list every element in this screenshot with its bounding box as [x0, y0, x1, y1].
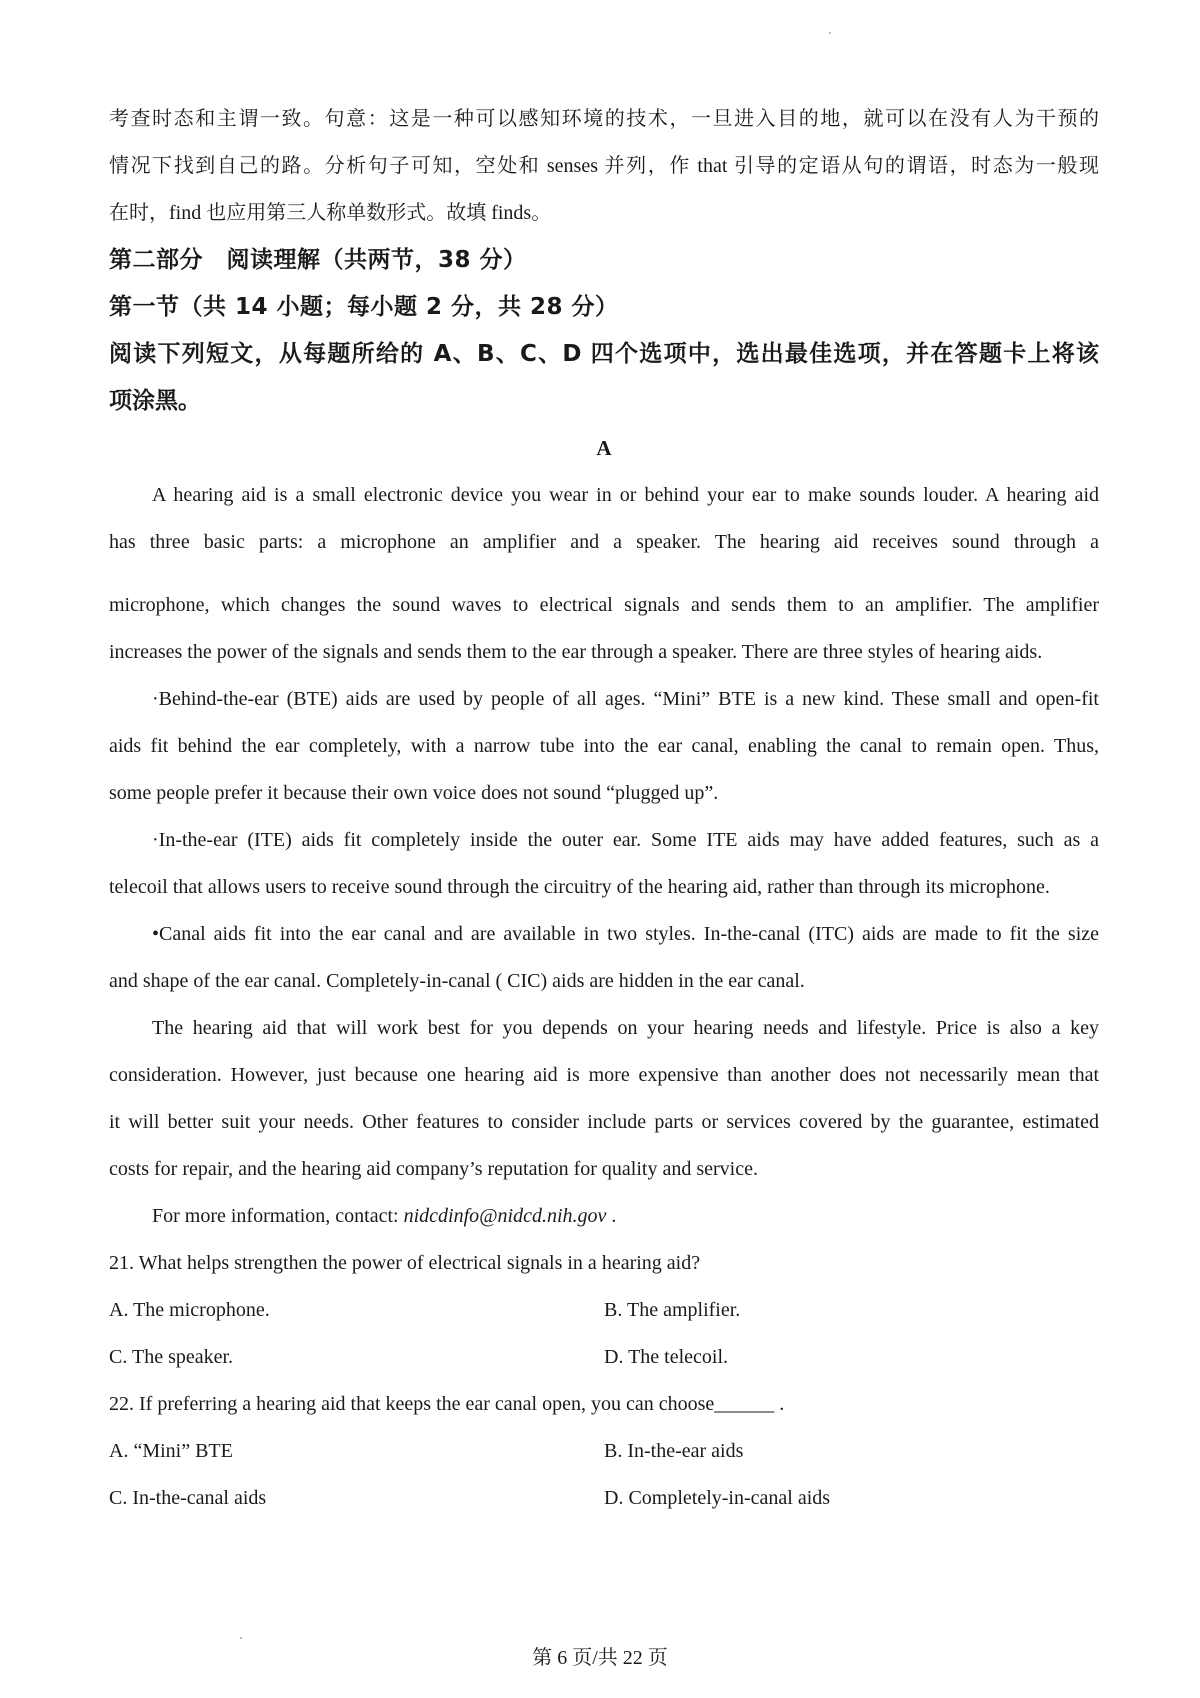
- passage-line: and shape of the ear canal. Completely-in-canal ( CIC) aids are hidden in the ear canal.: [109, 970, 805, 992]
- intro-line: 考查时态和主谓一致。句意：这是一种可以感知环境的技术，一旦进入目的地，就可以在没有人为干预的: [109, 108, 1099, 130]
- page-footer: 第 6 页/共 22 页: [532, 1647, 668, 1669]
- contact-email-link[interactable]: nidcdinfo@nidcd.nih.gov: [403, 1205, 607, 1227]
- option-row: [109, 1475, 1099, 1522]
- intro-line: 情况下找到自己的路。分析句子可知，空处和 senses 并列，作 that 引导的定语从句的谓语，时态为一般现: [109, 155, 1099, 177]
- option-row: [109, 1428, 1099, 1475]
- intro-line: 在时，find 也应用第三人称单数形式。故填 finds。: [109, 202, 552, 224]
- option-b: B. In-the-ear aids: [604, 1440, 744, 1462]
- passage-paragraph-3: [109, 817, 1099, 911]
- section-heading: 第一节（共 14 小题；每小题 2 分，共 28 分）: [109, 294, 619, 320]
- passage-line: it will better suit your needs. Other features to consider include parts or services covered by the guarantee, estimated: [109, 1111, 1099, 1133]
- passage-paragraph-2: [109, 676, 1099, 817]
- passage-line: •Canal aids fit into the ear canal and are available in two styles. In-the-canal (ITC) aids are made to fit the size: [152, 923, 1099, 945]
- passage-line: A hearing aid is a small electronic device you wear in or behind your ear to make sounds louder. A hearing aid: [152, 484, 1099, 506]
- passage-line: some people prefer it because their own voice does not sound “plugged up”.: [109, 782, 719, 804]
- option-d: D. The telecoil.: [604, 1346, 729, 1368]
- option-row: [109, 1334, 1099, 1381]
- passage-line: ·Behind-the-ear (BTE) aids are used by people of all ages. “Mini” BTE is a new kind. These small and open-fit: [152, 688, 1099, 710]
- contact-prefix: For more information, contact:: [152, 1205, 404, 1227]
- passage-line: The hearing aid that will work best for you depends on your hearing needs and lifestyle. Price is also a key: [152, 1017, 1099, 1039]
- option-row: [109, 1287, 1099, 1334]
- passage-line: consideration. However, just because one hearing aid is more expensive than another does not necessarily mean that: [109, 1064, 1099, 1086]
- option-a: A. “Mini” BTE: [109, 1440, 233, 1462]
- passage-line: costs for repair, and the hearing aid company’s reputation for quality and service.: [109, 1158, 758, 1180]
- scan-speck: [829, 32, 831, 34]
- question-21: [109, 1240, 1099, 1381]
- question-22: [109, 1381, 1099, 1522]
- instructions-line: 项涂黑。: [109, 388, 201, 414]
- passage-paragraph-5: [109, 1005, 1099, 1193]
- question-stem: 22. If preferring a hearing aid that keeps the ear canal open, you can choose______ .: [109, 1393, 785, 1415]
- scan-speck: [240, 1637, 242, 1639]
- option-a: A. The microphone.: [109, 1299, 270, 1321]
- passage-line: increases the power of the signals and sends them to the ear through a speaker. There are three styles of hearing aids.: [109, 641, 1043, 663]
- instructions-line: 阅读下列短文，从每题所给的 A、B、C、D 四个选项中，选出最佳选项，并在答题卡上将该: [109, 341, 1099, 367]
- question-stem: 21. What helps strengthen the power of electrical signals in a hearing aid?: [109, 1252, 701, 1274]
- part-heading: 第二部分 阅读理解（共两节，38 分）: [109, 247, 527, 273]
- option-c: C. In-the-canal aids: [109, 1487, 267, 1509]
- exam-page: [109, 96, 1099, 1522]
- passage-line: aids fit behind the ear completely, with a narrow tube into the ear canal, enabling the canal to remain open. Thus,: [109, 735, 1099, 757]
- passage-paragraph-4: [109, 911, 1099, 1005]
- option-d: D. Completely-in-canal aids: [604, 1487, 831, 1509]
- passage-line: ·In-the-ear (ITE) aids fit completely inside the outer ear. Some ITE aids may have added features, such as a: [152, 829, 1099, 851]
- passage-line: microphone, which changes the sound waves to electrical signals and sends them to an amplifier. The amplifier: [109, 594, 1099, 616]
- passage-letter: A: [596, 436, 612, 460]
- passage-paragraph-1: [109, 472, 1099, 676]
- option-b: B. The amplifier.: [604, 1299, 741, 1321]
- option-c: C. The speaker.: [109, 1346, 234, 1368]
- passage-line: telecoil that allows users to receive sound through the circuitry of the hearing aid, rather than through its microphone.: [109, 876, 1050, 898]
- contact-line: [109, 1193, 1099, 1240]
- passage-line: has three basic parts: a microphone an amplifier and a speaker. The hearing aid receives sound through a: [109, 531, 1099, 553]
- contact-suffix: .: [606, 1205, 617, 1227]
